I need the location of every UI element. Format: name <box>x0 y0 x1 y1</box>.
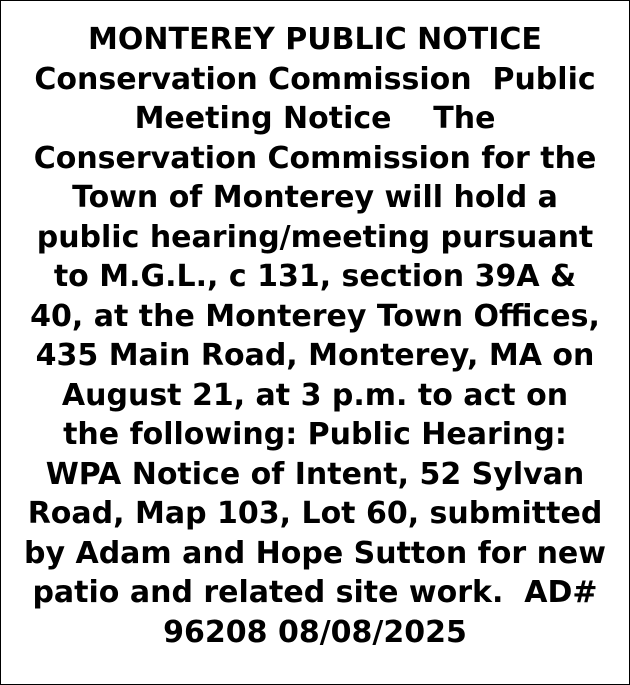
notice-line: Road, Map 103, Lot 60, submitted <box>27 496 603 531</box>
notice-line: Conservation Commission for the <box>33 140 597 176</box>
notice-line: 435 Main Road, Monterey, MA on <box>35 338 595 373</box>
notice-line: the following: Public Hearing: <box>63 417 567 452</box>
notice-line: to M.G.L., c 131, section 39A & <box>53 259 577 294</box>
notice-line: Town of Monterey will hold a <box>72 180 558 215</box>
notice-line: public hearing/meeting pursuant <box>36 219 594 255</box>
notice-line: MONTEREY PUBLIC NOTICE <box>88 22 542 57</box>
notice-line: WPA Notice of Intent, 52 Sylvan <box>45 456 585 492</box>
notice-line: Meeting Notice The <box>134 101 496 136</box>
notice-line: patio and related site work. AD# <box>32 575 598 610</box>
public-notice-text <box>8 20 622 652</box>
notice-line: 96208 08/08/2025 <box>163 614 467 650</box>
notice-line: by Adam and Hope Sutton for new <box>24 535 606 571</box>
notice-line: Conservation Commission Public <box>34 61 596 97</box>
notice-line: 40, at the Monterey Town Offices, <box>30 298 600 334</box>
notice-line: August 21, at 3 p.m. to act on <box>61 377 569 413</box>
